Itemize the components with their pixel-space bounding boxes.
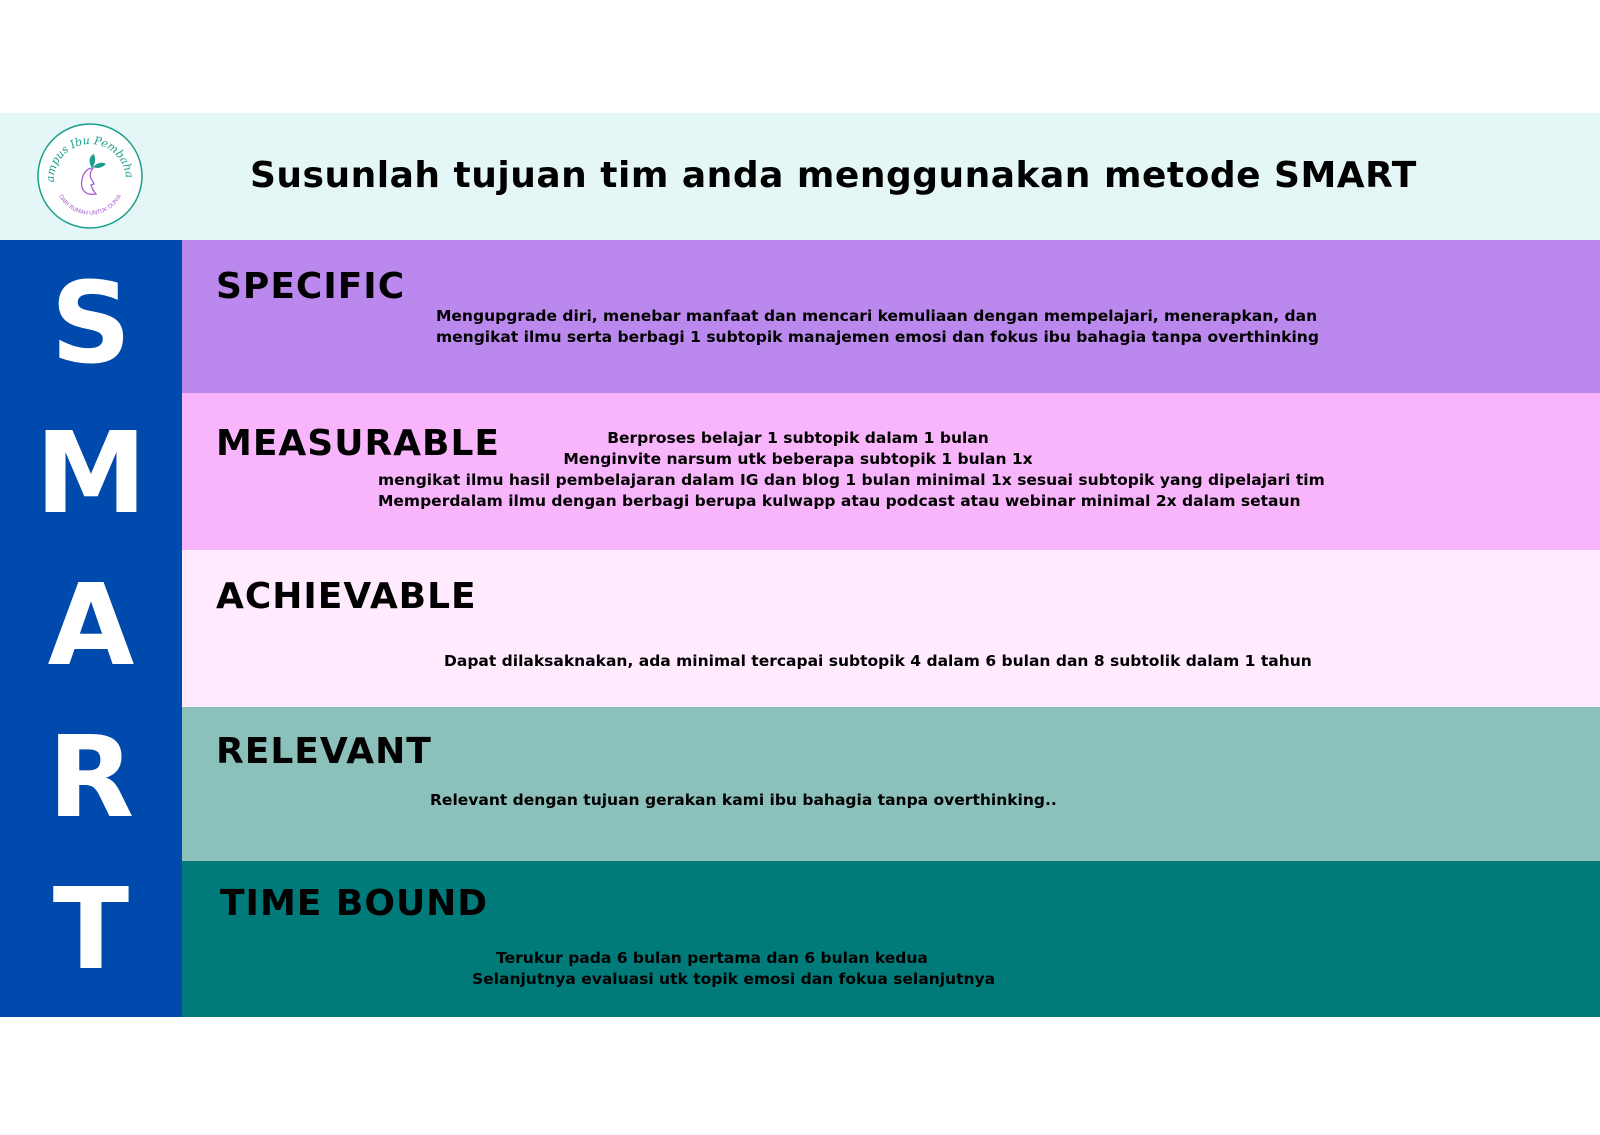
row-title-achievable: ACHIEVABLE: [216, 576, 477, 617]
smart-letter-a: A: [47, 561, 135, 691]
text-line: Berproses belajar 1 subtopik dalam 1 bulan: [607, 429, 989, 447]
header-band: [0, 113, 1600, 240]
text-line: mengikat ilmu serta berbagi 1 subtopik manajemen emosi dan fokus ibu bahagia tanpa overthinking: [436, 328, 1319, 346]
text-line: mengikat ilmu hasil pembelajaran dalam IG dan blog 1 bulan minimal 1x sesuai subtopik yang dipelajari tim: [378, 471, 1325, 489]
smart-letter-m: M: [35, 409, 147, 539]
page-title: Susunlah tujuan tim anda menggunakan metode SMART: [250, 155, 1417, 196]
smart-letter-s: S: [50, 259, 132, 389]
row-text-relevant: [430, 790, 1057, 811]
row-title-time-bound: TIME BOUND: [220, 883, 489, 924]
kampus-ibu-pembaharu-logo: [36, 122, 144, 230]
smart-letter-r: R: [47, 713, 135, 843]
text-line: Dapat dilaksaknakan, ada minimal tercapai subtopik 4 dalam 6 bulan dan 8 subtolik dalam 1 tahun: [444, 652, 1312, 670]
logo-arc-text: ampus Ibu Pembaha: [43, 133, 137, 183]
row-title-measurable: MEASURABLE: [216, 423, 500, 464]
row-text-specific: [436, 306, 1319, 348]
smart-letter-t: T: [52, 865, 130, 995]
text-line: Selanjutnya evaluasi utk topik emosi dan fokua selanjutnya: [472, 970, 996, 988]
row-text-measurable: [378, 428, 1325, 512]
row-text-time-bound: [472, 948, 996, 990]
text-line: Memperdalam ilmu dengan berbagi berupa kulwapp atau podcast atau webinar minimal 2x dalam setaun: [378, 492, 1301, 510]
text-line: Relevant dengan tujuan gerakan kami ibu bahagia tanpa overthinking..: [430, 791, 1057, 809]
row-achievable: [182, 550, 1600, 707]
row-title-specific: SPECIFIC: [216, 266, 406, 307]
text-line: Terukur pada 6 bulan pertama dan 6 bulan kedua: [496, 949, 928, 967]
text-line: Mengupgrade diri, menebar manfaat dan mencari kemuliaan dengan mempelajari, menerapkan, dan: [436, 307, 1318, 325]
row-time-bound: [182, 861, 1600, 1017]
smart-acronym-bar: [0, 240, 182, 1017]
text-line: Menginvite narsum utk beberapa subtopik 1 bulan 1x: [563, 450, 1033, 468]
row-relevant: [182, 707, 1600, 861]
logo-tagline: DARI RUMAH UNTUK DUNIA: [57, 193, 123, 217]
row-text-achievable: [444, 651, 1312, 672]
leaf-head-icon: [36, 122, 144, 230]
row-title-relevant: RELEVANT: [216, 731, 432, 772]
row-measurable: [182, 393, 1600, 550]
row-specific: [182, 240, 1600, 393]
